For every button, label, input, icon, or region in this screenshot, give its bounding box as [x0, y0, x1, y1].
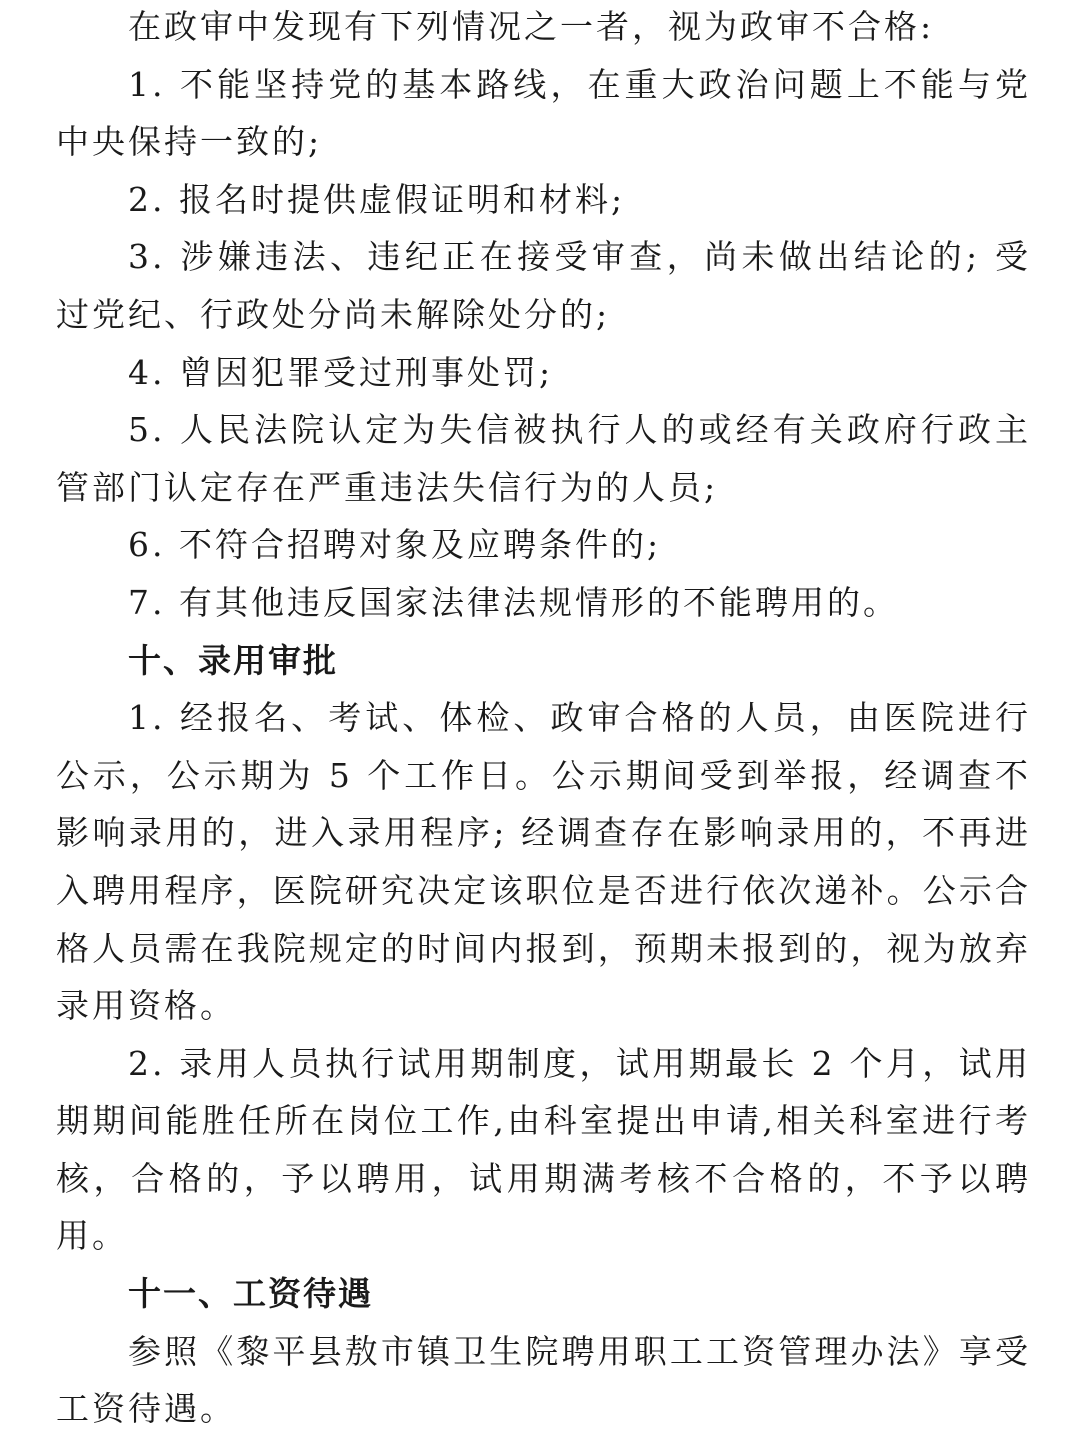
- intro-paragraph: 在政审中发现有下列情况之一者，视为政审不合格:: [128, 7, 935, 46]
- section-10-paragraph-2: 2. 录用人员执行试用期制度，试用期最长 2 个月，试用期期间能胜任所在岗位工作,由科室提出申请,相关科室进行考核，合格的，予以聘用，试用期满考核不合格的，不予以聘用。: [56, 1043, 1031, 1256]
- political-item-7: 7. 有其他违反国家法律法规情形的不能聘用的。: [128, 582, 899, 622]
- section-10-paragraph-1: 1. 经报名、考试、体检、政审合格的人员，由医院进行公示，公示期为 5 个工作日。公示期间受到举报，经调查不影响录用的，进入录用程序; 经调查存在影响录用的，不再进入聘用程序，医院研究决定该职位是否进行依次递补。公示合格人员需在我院规定的时间内报到，预期未报到的，视为放弃录用资格。: [56, 698, 1031, 1026]
- section-10-heading: 十、录用审批: [128, 640, 338, 680]
- political-item-6: 6. 不符合招聘对象及应聘条件的;: [128, 525, 662, 565]
- political-item-4: 4. 曾因犯罪受过刑事处罚;: [128, 352, 554, 392]
- political-item-2: 2. 报名时提供虚假证明和材料;: [128, 179, 626, 219]
- political-item-3: 3. 涉嫌违法、违纪正在接受审查，尚未做出结论的; 受过党纪、行政处分尚未解除处分的;: [56, 237, 1031, 334]
- document-page: [56, 0, 1031, 1438]
- political-item-1: 1. 不能坚持党的基本路线，在重大政治问题上不能与党中央保持一致的;: [56, 64, 1031, 162]
- section-11-heading: 十一、工资待遇: [128, 1274, 373, 1314]
- section-11-paragraph-1: 参照《黎平县敖市镇卫生院聘用职工工资管理办法》享受工资待遇。: [56, 1331, 1031, 1429]
- political-item-5: 5. 人民法院认定为失信被执行人的或经有关政府行政主管部门认定存在严重违法失信行为的人员;: [56, 410, 1031, 507]
